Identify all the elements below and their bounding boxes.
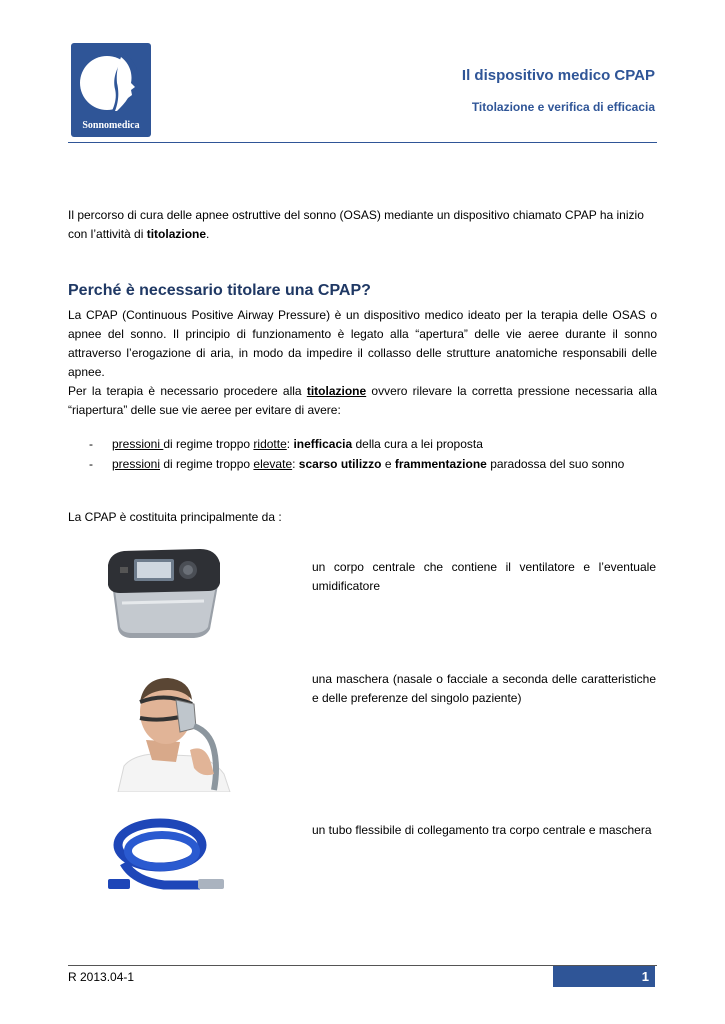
list-item [68,454,657,474]
bullet-list [68,434,657,474]
bullet-text-2: e [381,457,395,471]
bullet-sep: : [286,437,294,451]
bullet-text-3: paradossa del suo sonno [486,457,625,471]
para2-text: Per la terapia è necessario procedere alla [68,384,307,398]
components-intro: La CPAP è costituita principalmente da : [68,510,282,524]
component-1 [312,558,656,596]
bullet-sep: : [292,457,299,471]
bullet-bold: scarso utilizzo [298,457,382,471]
list-item [68,434,657,454]
bullet-underline: pressioni [112,457,161,471]
para2-rest: ovvero rilevare la corretta pressione necessaria alla “riapertura” delle sue vie aeree per evitare di avere: [68,384,657,417]
intro-paragraph [68,206,657,244]
tube-icon [104,815,230,895]
intro-bold: titolazione [146,227,207,241]
section-paragraph-2 [68,382,657,420]
sonnomedica-logo [71,43,151,137]
para2-bold: titolazione [306,384,367,398]
component-3-text: un tubo flessibile di collegamento tra corpo centrale e maschera [312,823,652,837]
bullet-bold: inefficacia [293,437,353,451]
intro-end: . [206,227,210,241]
page-title: Il dispositivo medico CPAP [461,67,655,84]
head-profile-icon [71,43,151,123]
cpap-device-icon [104,543,224,643]
section-heading: Perché è necessario titolare una CPAP? [68,282,371,299]
bullet-underline: pressioni [112,437,164,451]
page-number: 1 [553,966,655,987]
intro-text: Il percorso di cura delle apnee ostruttive del sonno (OSAS) mediante un dispositivo chiamato CPAP ha inizio con l’attività di [68,208,644,241]
bullet-text: di regime troppo [163,437,254,451]
bullet-underline-2: elevate [253,457,293,471]
section-heading-container [68,282,657,300]
component-3 [312,821,656,840]
bullet-text: di regime troppo [160,457,254,471]
bullet-bold-2: frammentazione [394,457,487,471]
components-intro-container [68,508,657,527]
mask-icon [110,670,236,792]
footer-code: R 2013.04-1 [68,970,135,984]
logo-text: Sonnomedica [82,120,140,131]
header-divider [68,142,657,143]
component-2-text: una maschera (nasale o facciale a seconda delle caratteristiche e delle preferenze del singolo paziente) [312,672,656,705]
component-2 [312,670,656,708]
section-paragraph-1: La CPAP (Continuous Positive Airway Pressure) è un dispositivo medico ideato per la terapia delle OSAS o apnee del sonno. Il principio di funzionamento è legato alla “apertura” delle vie aeree durante il sonno attraverso l’erogazione di aria, in modo da impedire il collasso delle strutture anatomiche responsabili delle apnee. [68,308,657,379]
section-body [68,306,657,420]
bullet-underline-2: ridotte [253,437,287,451]
bullet-list-container [68,434,657,474]
page-subtitle: Titolazione e verifica di efficacia [471,100,655,114]
bullet-text-2: della cura a lei proposta [352,437,483,451]
component-1-text: un corpo centrale che contiene il ventilatore e l’eventuale umidificatore [312,560,656,593]
